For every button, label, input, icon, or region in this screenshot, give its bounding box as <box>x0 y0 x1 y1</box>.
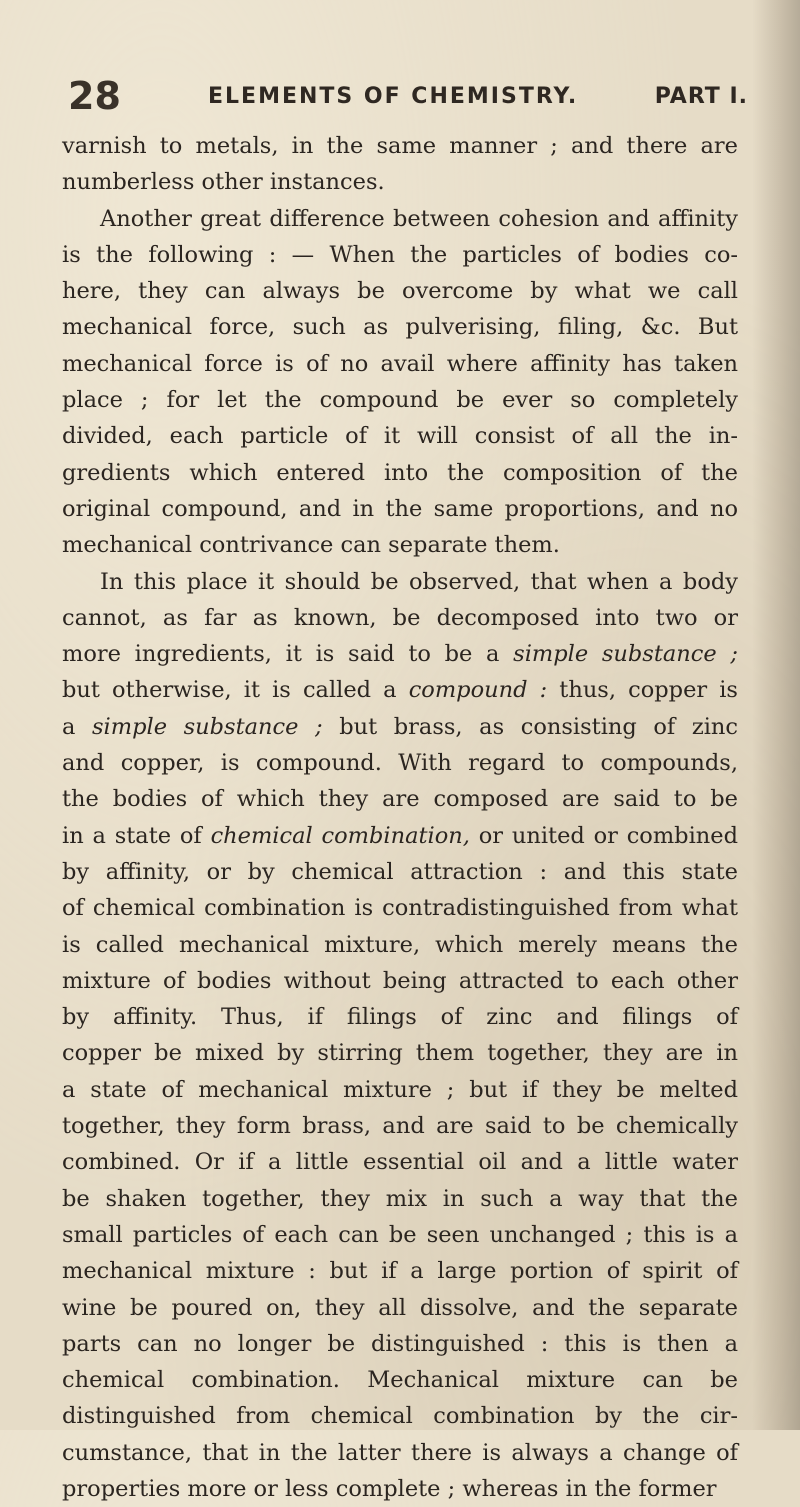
text-line: numberless other instances. <box>62 169 385 196</box>
text-line: together, they form brass, and are said to be chemically <box>62 1113 738 1140</box>
part-label: PART I. <box>654 84 748 109</box>
text-line: a state of mechanical mixture ; but if they be melted <box>62 1076 738 1103</box>
text-line: copper be mixed by stirring them together, they are in <box>62 1040 738 1067</box>
page-number: 28 <box>68 74 121 118</box>
text-line: mechanical mixture : but if a large portion of spirit of <box>62 1258 738 1285</box>
text-line: cumstance, that in the latter there is always a change of <box>62 1439 738 1466</box>
text-line: by affinity. Thus, if filings of zinc and filings of <box>62 1004 738 1031</box>
text-line: is called mechanical mixture, which merely means the <box>62 931 738 958</box>
text-line: chemical combination. Mechanical mixture can be <box>62 1367 738 1394</box>
text-line: In this place it should be observed, that when a body <box>100 568 738 595</box>
text-line: is the following : — When the particles of bodies co- <box>62 241 738 268</box>
text-line: mechanical force is of no avail where affinity has taken <box>62 350 738 377</box>
paragraph <box>62 201 738 564</box>
text-line: more ingredients, it is said to be a simple substance ; <box>62 641 738 668</box>
text-line: wine be poured on, they all dissolve, and the separate <box>62 1294 738 1321</box>
text-line: be shaken together, they mix in such a way that the <box>62 1185 738 1212</box>
text-line: distinguished from chemical combination by the cir- <box>62 1403 738 1430</box>
text-line: mechanical contrivance can separate them. <box>62 532 560 559</box>
body-text <box>62 128 738 1507</box>
text-line: gredients which entered into the composition of the <box>62 459 738 486</box>
text-line: the bodies of which they are composed are said to be <box>62 786 738 813</box>
text-line: but otherwise, it is called a compound : thus, copper is <box>62 677 738 704</box>
text-line: properties more or less complete ; whereas in the former <box>62 1475 717 1502</box>
text-line: original compound, and in the same proportions, and no <box>62 495 738 522</box>
text-line: Another great difference between cohesion and affinity <box>100 205 738 232</box>
text-line: mixture of bodies without being attracted to each other <box>62 967 738 994</box>
text-line: by affinity, or by chemical attraction : and this state <box>62 858 738 885</box>
paragraph <box>62 128 738 201</box>
text-line: a simple substance ; but brass, as consisting of zinc <box>62 713 738 740</box>
text-line: small particles of each can be seen unchanged ; this is a <box>62 1221 738 1248</box>
text-line: combined. Or if a little essential oil and a little water <box>62 1149 738 1176</box>
text-line: and copper, is compound. With regard to compounds, <box>62 750 738 777</box>
text-line: mechanical force, such as pulverising, filing, &c. But <box>62 314 738 341</box>
text-line: in a state of chemical combination, or united or combined <box>62 822 738 849</box>
page-edge-shadow <box>752 0 800 1430</box>
text-line: here, they can always be overcome by what we call <box>62 278 738 305</box>
running-title: ELEMENTS OF CHEMISTRY. <box>208 84 579 109</box>
text-line: cannot, as far as known, be decomposed into two or <box>62 604 738 631</box>
paragraph <box>62 564 738 1507</box>
text-line: place ; for let the compound be ever so completely <box>62 387 738 414</box>
text-line: divided, each particle of it will consist of all the in- <box>62 423 738 450</box>
running-header <box>68 74 748 118</box>
text-line: varnish to metals, in the same manner ; and there are <box>62 133 738 159</box>
text-line: of chemical combination is contradistinguished from what <box>62 895 738 922</box>
text-line: parts can no longer be distinguished : this is then a <box>62 1330 738 1357</box>
